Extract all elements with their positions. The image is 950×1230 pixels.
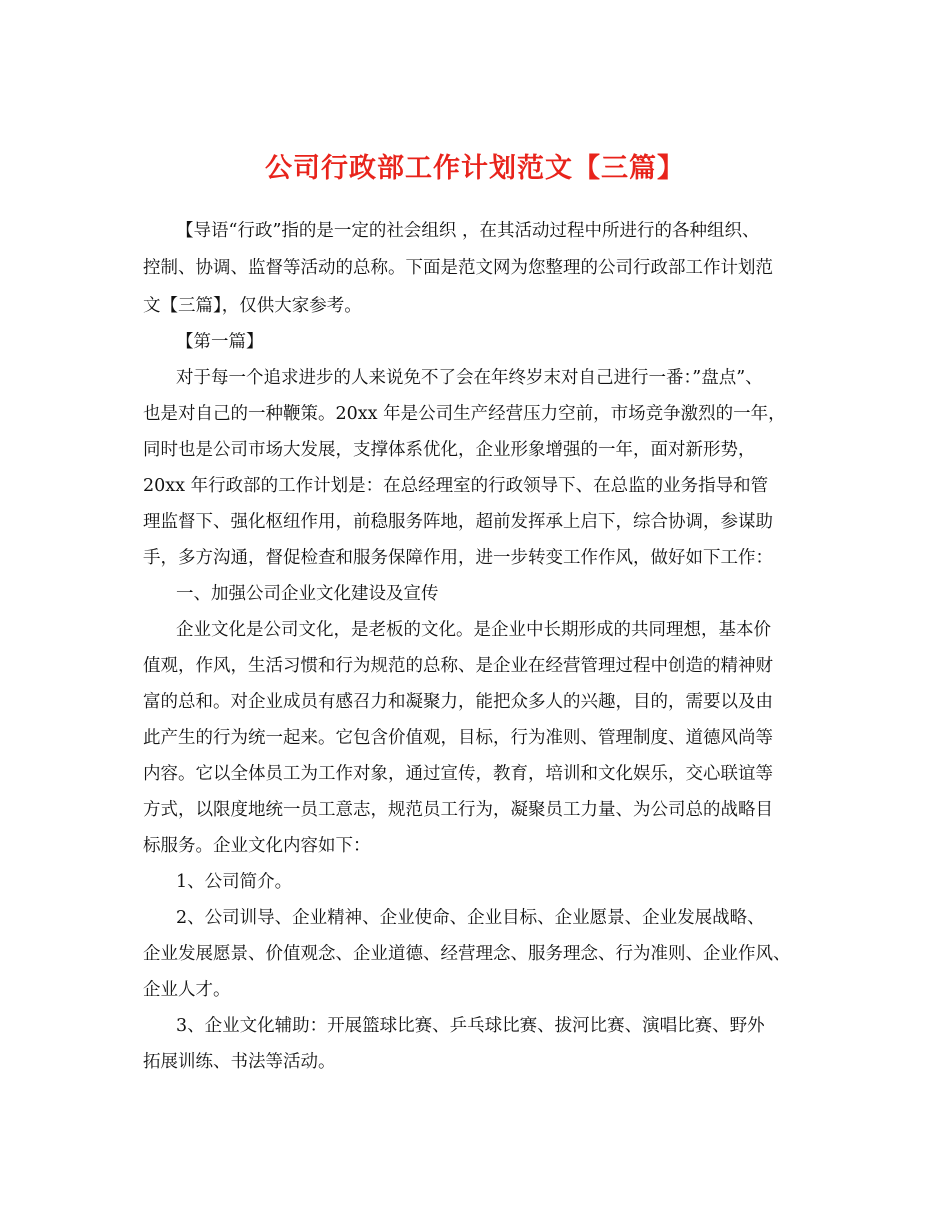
paragraph-line: 20xx 年行政部的工作计划是：在总经理室的行政领导下、在总监的业务指导和管 (143, 476, 769, 496)
list-item: 2、公司训导、企业精神、企业使命、企业目标、企业愿景、企业发展战略、 (176, 908, 765, 928)
paragraph-line: 企业文化是公司文化，是老板的文化。是企业中长期形成的共同理想，基本价 (176, 620, 771, 640)
section-heading-first: 【第一篇】 (176, 332, 264, 352)
paragraph-line: 标服务。企业文化内容如下： (143, 836, 371, 856)
list-item-continuation: 企业发展愿景、价值观念、企业道德、经营理念、服务理念、行为准则、企业作风、 (143, 944, 791, 964)
paragraph-line: 值观，作风，生活习惯和行为规范的总称、是企业在经营管理过程中创造的精神财 (143, 656, 773, 676)
subheading-culture: 一、加强公司企业文化建设及宣传 (176, 584, 439, 604)
document-title: 公司行政部工作计划范文【三篇】 (265, 153, 685, 184)
paragraph-line: 富的总和。对企业成员有感召力和凝聚力，能把众多人的兴趣，目的，需要以及由 (143, 692, 773, 712)
paragraph-line: 对于每一个追求进步的人来说免不了会在年终岁末对自己进行一番：”盘点”、 (176, 368, 763, 388)
paragraph-line: 内容。它以全体员工为工作对象，通过宣传，教育，培训和文化娱乐，交心联谊等 (143, 764, 773, 784)
paragraph-line: 同时也是公司市场大发展，支撑体系优化，企业形象增强的一年，面对新形势， (143, 440, 756, 460)
intro-line-3: 文【三篇】，仅供大家参考。 (143, 296, 362, 316)
list-item: 1、公司简介。 (176, 872, 293, 892)
paragraph-line: 手，多方沟通，督促检查和服务保障作用，进一步转变工作作风，做好如下工作： (143, 548, 773, 568)
list-item: 3、企业文化辅助：开展篮球比赛、乒乓球比赛、拔河比赛、演唱比赛、野外 (176, 1016, 765, 1036)
list-item-continuation: 拓展训练、书法等活动。 (143, 1052, 336, 1072)
paragraph-line: 也是对自己的一种鞭策。20xx 年是公司生产经营压力空前，市场竞争激烈的一年， (143, 404, 786, 424)
intro-line-2: 控制、协调、监督等活动的总称。下面是范文网为您整理的公司行政部工作计划范 (143, 258, 773, 278)
list-item-continuation: 企业人才。 (143, 980, 231, 1000)
intro-line-1: 【导语“行政”指的是一定的社会组织 ，在其活动过程中所进行的各种组织、 (176, 221, 760, 241)
paragraph-line: 此产生的行为统一起来。它包含价值观，目标，行为准则、管理制度、道德风尚等 (143, 728, 773, 748)
paragraph-line: 理监督下、强化枢纽作用，前稳服务阵地，超前发挥承上启下，综合协调，参谋助 (143, 512, 773, 532)
paragraph-line: 方式，以限度地统一员工意志，规范员工行为，凝聚员工力量、为公司总的战略目 (143, 800, 773, 820)
